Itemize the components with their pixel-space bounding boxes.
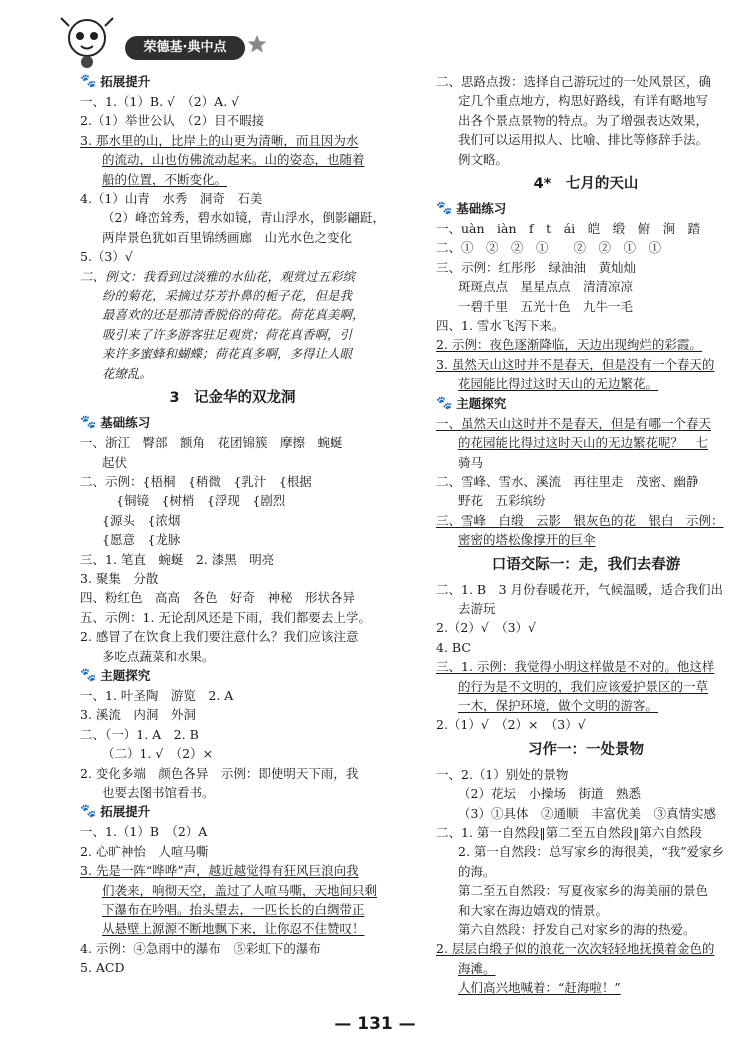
- answer-line: [80, 530, 385, 549]
- answer-line: [436, 219, 736, 238]
- answer-text: 一、浙江 臀部 额角 花团锦簇 摩擦 蜿蜒: [80, 435, 343, 451]
- answer-line: [436, 111, 736, 130]
- answer-text: 一、1.（1）B （2）A: [80, 824, 208, 840]
- mascot-icon: [55, 14, 125, 70]
- answer-text: （2）峰峦耸秀，碧水如镜，青山浮水，倒影翩跹，: [102, 210, 385, 226]
- answer-text: 起伏: [102, 454, 128, 470]
- answer-text: 二、示例：{梧桐 {稍微 {乳汁 {根据: [80, 473, 312, 489]
- answer-text: 二、例文：我看到过淡雅的水仙花，观赏过五彩缤: [80, 268, 356, 284]
- answer-line: [80, 92, 385, 111]
- brand-logo: 荣德基·典中点: [125, 36, 245, 60]
- answer-text: {源头 {浓烟: [102, 512, 181, 528]
- answer-text: 二、思路点拨：选择自己游玩过的一处风景区，确: [436, 74, 712, 89]
- answer-line: [80, 764, 385, 783]
- answer-line: [80, 608, 385, 627]
- answer-text: 二、① ② ② ① ② ② ① ①: [436, 240, 662, 256]
- answer-text: 4.（1）山青 水秀 洞奇 石美: [80, 191, 263, 207]
- answer-text: 5.（3）√: [80, 249, 133, 265]
- answer-line: [436, 784, 736, 803]
- answer-line: [436, 638, 736, 657]
- answer-text: 花缭乱。: [102, 365, 153, 381]
- answer-line: [436, 335, 736, 354]
- answer-line: [80, 286, 385, 305]
- answer-text: 的行为是不文明的，我们应该爱护景区的一草: [458, 678, 709, 694]
- paw-icon: 🐾: [80, 415, 97, 431]
- answer-text: 5. ACD: [80, 960, 125, 976]
- answer-text: 一、2.（1）别处的景物: [436, 766, 569, 782]
- section-heading: [80, 802, 385, 822]
- answer-line: [80, 705, 385, 724]
- section-heading-label: 主题探究: [456, 395, 507, 411]
- answer-text: （3）①具体 ②通顺 丰富优美 ③真情实感: [458, 805, 716, 821]
- answer-text: 一木，保护环境，做个文明的游客。: [458, 697, 659, 713]
- answer-line: [80, 900, 385, 919]
- answer-line: [80, 433, 385, 452]
- answer-line: [436, 433, 736, 452]
- answer-line: [436, 920, 736, 939]
- answer-text: 4. BC: [436, 639, 471, 655]
- answer-text: 3. 先是一阵“哗哗”声，越近越觉得有狂风巨浪向我: [80, 863, 359, 879]
- answer-line: [436, 355, 736, 374]
- answer-text: 的流动，山也仿佛流动起来。山的姿态，也随着: [102, 152, 365, 168]
- answer-line: [436, 978, 736, 997]
- answer-line: [436, 599, 736, 618]
- answer-line: [436, 862, 736, 881]
- answer-text: 例文略。: [458, 151, 509, 167]
- answer-line: [436, 72, 736, 91]
- answer-line: [80, 305, 385, 324]
- answer-text: 和大家在海边嬉戏的情景。: [458, 902, 609, 918]
- answer-line: [80, 842, 385, 861]
- answer-line: [80, 881, 385, 900]
- answer-line: [436, 472, 736, 491]
- answer-text: 4. 示例：④急雨中的瀑布 ⑤彩虹下的瀑布: [80, 940, 321, 956]
- answer-line: [436, 901, 736, 920]
- answer-line: [80, 208, 385, 227]
- answer-line: [436, 374, 736, 393]
- answer-line: [80, 569, 385, 588]
- answer-text: 二、1. 第一自然段‖第二至五自然段‖第六自然段: [436, 825, 702, 840]
- answer-line: [80, 325, 385, 344]
- answer-text: 密密的塔松像撑开的巨伞: [458, 532, 596, 548]
- answer-text: 的海。: [458, 863, 496, 879]
- answer-line: [80, 364, 385, 383]
- answer-line: [80, 550, 385, 569]
- answer-line: [80, 491, 385, 510]
- answer-text: 最喜欢的还是那清香脱俗的荷花。荷花真美啊，: [102, 307, 365, 323]
- answer-line: [436, 130, 736, 149]
- answer-text: 2.（2）√ （3）√: [436, 620, 537, 636]
- answer-line: [80, 131, 385, 150]
- answer-text: 纷的菊花，采摘过芬芳扑鼻的栀子花，但是我: [102, 288, 353, 304]
- answer-text: 2. 心旷神怡 人喧马嘶: [80, 843, 209, 859]
- answer-text: 3. 聚集 分散: [80, 570, 159, 586]
- chapter-title: 习作一：一处景物: [528, 741, 644, 758]
- section-heading-label: 基础练习: [456, 201, 507, 217]
- answer-text: 们袭来，响彻天空，盖过了人喧马嘶，天地间只剩: [102, 882, 378, 898]
- answer-text: 2. 层层白缎子似的浪花一次次轻轻地抚摸着金色的: [436, 941, 715, 957]
- paw-icon: 🐾: [436, 395, 453, 411]
- answer-text: 3. 虽然天山这时并不是春天，但是没有一个春天的: [436, 356, 715, 372]
- answer-text: 二、（一）1. A 2. B: [80, 726, 199, 742]
- answer-line: [80, 189, 385, 208]
- answer-text: （2）花坛 小操场 街道 熟悉: [458, 786, 641, 802]
- answer-text: 三、1. 示例：我觉得小明这样做是不对的。他这样: [436, 659, 715, 675]
- answer-text: 2.（1）√ （2）× （3）√: [436, 717, 586, 733]
- answer-text: 海滩。: [458, 960, 496, 976]
- section-heading: [80, 72, 385, 92]
- answer-line: [80, 939, 385, 958]
- answer-text: 一、虽然天山这时并不是春天，但是有哪一个春天: [436, 415, 712, 431]
- answer-line: [436, 939, 736, 958]
- answer-text: 下瀑布在吟唱。抬头望去，一匹长长的白绸带正: [102, 902, 365, 918]
- answer-line: [80, 822, 385, 841]
- answer-text: 二、1. B 3 月份春暖花开，气候温暖，适合我们出: [436, 581, 724, 597]
- answer-text: 一、uàn iàn f t ái 皑 缎 俯 涧 踏: [436, 221, 701, 237]
- answer-column-right: [436, 72, 736, 998]
- answer-line: [436, 765, 736, 784]
- answer-text: 二、雪峰、雪水、溪流 再往里走 茂密、幽静: [436, 473, 699, 489]
- section-heading-label: 主题探究: [100, 667, 151, 683]
- answer-line: [80, 744, 385, 763]
- answer-line: [80, 111, 385, 130]
- answer-text: 船的位置，不断变化。: [102, 171, 228, 187]
- answer-line: [80, 472, 385, 491]
- page-number: — 131 —: [334, 1014, 416, 1034]
- answer-text: 五、示例：1. 无论刮风还是下雨，我们都要去上学。: [80, 609, 371, 625]
- answer-text: 第二至五自然段：写夏夜家乡的海美丽的景色: [458, 883, 709, 899]
- answer-text: 三、1. 笔直 蜿蜒 2. 漆黑 明亮: [80, 551, 275, 567]
- answer-line: [436, 842, 736, 861]
- answer-line: [80, 247, 385, 266]
- answer-text: 也要去图书馆看书。: [102, 785, 215, 800]
- answer-text: 斑斑点点 星星点点 清清凉凉: [458, 279, 634, 295]
- answer-line: [80, 170, 385, 189]
- section-heading: [436, 394, 736, 414]
- answer-line: [80, 647, 385, 666]
- answer-line: [436, 881, 736, 900]
- section-heading-label: 基础练习: [100, 415, 151, 431]
- section-heading: [80, 666, 385, 686]
- answer-text: 2. 感冒了在饮食上我们要注意什么？我们应该注意: [80, 629, 359, 645]
- chapter-title: 口语交际一：走，我们去春游: [491, 556, 681, 573]
- answer-line: [436, 715, 736, 734]
- answer-text: 四、1. 雪水飞泻下来。: [436, 318, 565, 334]
- answer-line: [436, 823, 736, 842]
- answer-line: [436, 316, 736, 335]
- answer-line: [80, 344, 385, 363]
- answer-line: [436, 91, 736, 110]
- answer-text: 2. 第一自然段：总写家乡的海很美，“我”爱家乡: [458, 844, 725, 860]
- answer-text: 2. 变化多端 颜色各异 示例：即使明天下雨，我: [80, 765, 359, 781]
- answer-line: [80, 511, 385, 530]
- answer-text: 第六自然段：抒发自己对家乡的海的热爱。: [458, 922, 696, 938]
- answer-text: 两岸景色犹如百里锦绣画廊 山光水色之变化: [102, 229, 353, 245]
- answer-line: [436, 238, 736, 257]
- answer-line: [80, 588, 385, 607]
- answer-text: 一碧千里 五光十色 九牛一毛: [458, 298, 634, 314]
- answer-text: 一、1.（1）B. √ （2）A. √: [80, 94, 240, 109]
- answer-line: [80, 150, 385, 169]
- answer-line: [436, 297, 736, 316]
- answer-text: 定几个重点地方，构思好路线，有详有略地写: [458, 93, 709, 109]
- answer-text: 我们可以运用拟人、比喻、排比等修辞手法。: [458, 132, 709, 148]
- answer-line: [436, 618, 736, 637]
- chapter-title: 3 记金华的双龙洞: [169, 390, 296, 407]
- answer-line: [436, 491, 736, 510]
- answer-line: [436, 580, 736, 599]
- answer-line: [436, 530, 736, 549]
- section-heading-label: 拓展提升: [100, 804, 151, 820]
- answer-line: [436, 657, 736, 676]
- answer-line: [80, 267, 385, 286]
- answer-line: [436, 696, 736, 715]
- answer-line: [80, 725, 385, 744]
- answer-line: [80, 958, 385, 977]
- answer-line: [436, 959, 736, 978]
- answer-text: 骑马: [458, 454, 484, 470]
- answer-text: 一、1. 叶圣陶 游览 2. A: [80, 687, 234, 703]
- answer-text: 多吃点蔬菜和水果。: [102, 648, 215, 664]
- answer-text: 野花 五彩缤纷: [458, 493, 546, 509]
- answer-text: {铜镜 {树梢 {浮现 {剧烈: [116, 493, 286, 509]
- answer-text: 去游玩: [458, 600, 496, 616]
- answer-line: [436, 414, 736, 433]
- answer-text: 的花园能比得过这时天山的无边繁花呢？ 七: [458, 435, 709, 451]
- paw-icon: 🐾: [80, 804, 97, 820]
- answer-line: [436, 150, 736, 169]
- answer-text: 来许多蜜蜂和蝴蝶；荷花真多啊，多得让人眼: [102, 346, 353, 362]
- chapter-title: 4* 七月的天山: [533, 176, 639, 193]
- answer-text: 2.（1）举世公认 （2）目不暇接: [80, 113, 265, 129]
- paw-icon: 🐾: [436, 201, 453, 217]
- answer-text: 3. 那水里的山，比岸上的山更为清晰，而且因为水: [80, 132, 359, 148]
- answer-text: 四、粉红色 高高 各色 好奇 神秘 形状各异: [80, 590, 356, 606]
- answer-text: 出各个景点景物的特点。为了增强表达效果，: [458, 112, 709, 128]
- answer-line: [436, 804, 736, 823]
- answer-line: [436, 258, 736, 277]
- answer-text: 2. 示例：夜色逐渐降临，天边出现绚烂的彩霞。: [436, 337, 702, 353]
- answer-text: 三、雪峰 白缎 云影 银灰色的花 银白 示例：: [436, 512, 724, 528]
- answer-line: [80, 453, 385, 472]
- paw-icon: 🐾: [80, 667, 97, 683]
- answer-line: [436, 453, 736, 472]
- answer-line: [80, 919, 385, 938]
- answer-text: 吸引来了许多游客驻足观赏；荷花真香啊，引: [102, 326, 353, 342]
- answer-line: [80, 627, 385, 646]
- answer-text: （二）1. √ （2）×: [102, 746, 214, 762]
- answer-text: 3. 溪流 内洞 外洞: [80, 707, 196, 723]
- answer-line: [80, 861, 385, 880]
- answer-line: [80, 686, 385, 705]
- section-heading-label: 拓展提升: [100, 74, 151, 89]
- answer-text: 人们高兴地喊着：“赶海啦！”: [458, 980, 621, 996]
- section-heading: [80, 413, 385, 433]
- section-heading: [436, 199, 736, 219]
- answer-line: [80, 783, 385, 802]
- answer-text: {愿意 {龙脉: [102, 532, 181, 548]
- paw-icon: 🐾: [80, 74, 97, 89]
- answer-line: [436, 277, 736, 296]
- answer-column-left: [80, 72, 385, 978]
- answer-text: 花园能比得过这时天山的无边繁花。: [458, 376, 659, 392]
- answer-line: [436, 511, 736, 530]
- star-icon: [247, 34, 267, 54]
- answer-line: [436, 677, 736, 696]
- answer-text: 三、示例：红彤彤 绿油油 黄灿灿: [436, 259, 637, 275]
- answer-text: 从悬壁上源源不断地飘下来，让你忍不住赞叹！: [102, 921, 365, 937]
- brand-header: [55, 14, 265, 70]
- answer-line: [80, 228, 385, 247]
